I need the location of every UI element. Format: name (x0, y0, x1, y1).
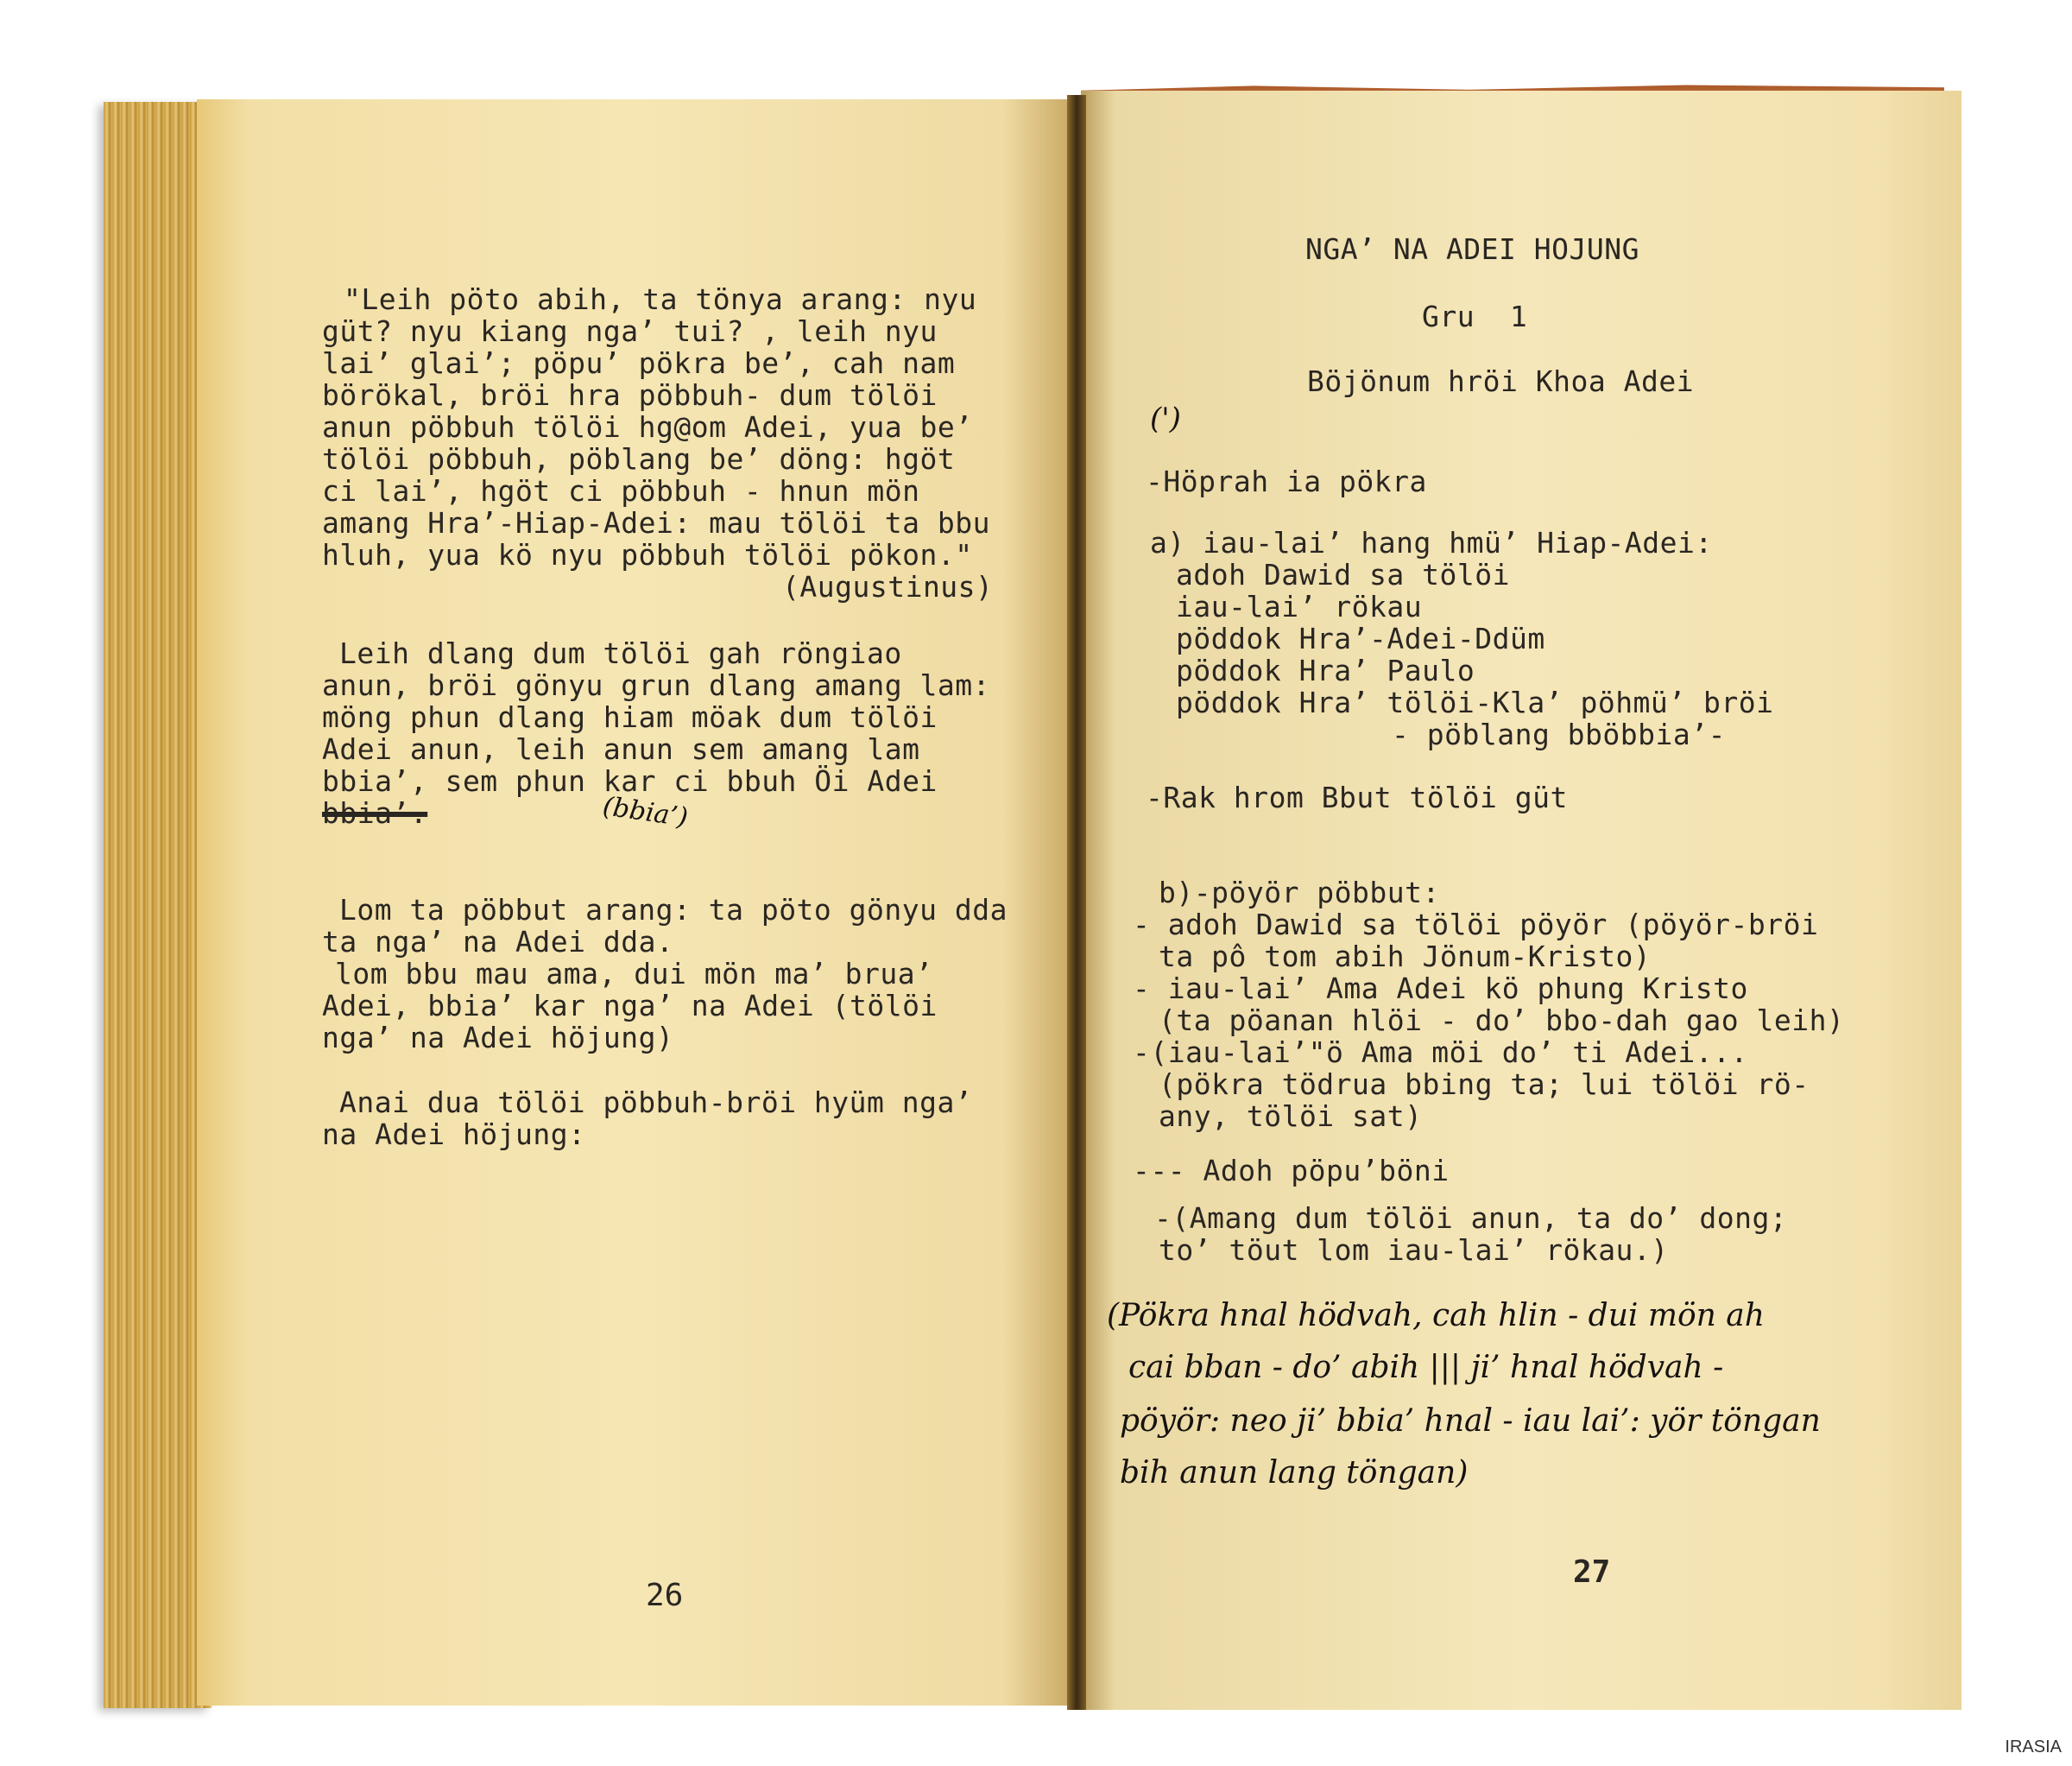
left-line: Leih dlang dum tölöi gah röngiao (339, 636, 902, 670)
right-line: --- Adoh pöpu’böni (1133, 1154, 1450, 1187)
right-line: b)-pöyör pöbbut: (1159, 876, 1440, 909)
right-line: - pöblang bböbbia’- (1392, 718, 1726, 751)
left-line: hluh, yua kö nyu pöbbuh tölöi pökon." (322, 538, 973, 572)
right-line: ta pô tom abih Jönum-Kristo) (1159, 940, 1652, 973)
left-line-struck: bbia’. (322, 796, 428, 830)
left-line: "Leih pöto abih, ta tönya arang: nyu (344, 282, 977, 316)
handwritten-note-line: (Pökra hnal hödvah, cah hlin - dui mön ah (1107, 1298, 1765, 1333)
left-line: (Augustinus) (782, 570, 994, 604)
left-line: möng phun dlang hiam möak dum tölöi (322, 700, 938, 734)
left-line: ci lai’, hgöt ci pöbbuh - hnun mön (322, 474, 920, 508)
right-line: (pökra tödrua bbing ta; lui tölöi rö- (1159, 1067, 1810, 1101)
page-edges (104, 102, 212, 1708)
right-line: - iau-lai’ Ama Adei kö phung Kristo (1133, 972, 1748, 1005)
right-line: to’ töut lom iau-lai’ rökau.) (1159, 1233, 1669, 1267)
right-line: iau-lai’ rökau (1176, 590, 1423, 623)
watermark: IRASIA (2005, 1738, 2062, 1757)
right-page (1081, 91, 1961, 1710)
left-line: lai’ glai’; pöpu’ pökra be’, cah nam (322, 346, 956, 380)
left-line: lom bbu mau ama, dui mön ma’ brua’ (335, 957, 933, 991)
left-line: güt? nyu kiang nga’ tui? , leih nyu (322, 314, 938, 348)
right-line: adoh Dawid sa tölöi (1176, 558, 1510, 592)
left-line: Lom ta pöbbut arang: ta pöto gönyu dda (339, 893, 1008, 927)
left-line: börökal, bröi hra pöbbuh- dum tölöi (322, 378, 938, 412)
page-number-left: 26 (646, 1578, 684, 1613)
left-line: anun, bröi gönyu grun dlang amang lam: (322, 668, 990, 702)
margin-mark: (') (1150, 402, 1181, 436)
left-line: Anai dua tölöi pöbbuh-bröi hyüm nga’ (339, 1086, 973, 1119)
section-title: Böjönum hröi Khoa Adei (1307, 364, 1695, 398)
left-line: Adei, bbia’ kar nga’ na Adei (tölöi (322, 989, 938, 1022)
right-line: pöddok Hra’ Paulo (1176, 654, 1475, 687)
book-spine (1067, 95, 1086, 1710)
right-line: -Rak hrom Bbut tölöi güt (1146, 781, 1568, 814)
handwritten-note-line: pöyör: neo ji’ bbia’ hnal - iau lai’: yör töngan (1120, 1403, 1821, 1439)
right-line: pöddok Hra’ tölöi-Kla’ pöhmü’ bröi (1176, 686, 1774, 719)
handwritten-note-line: cai bban - do’ abih ||| ji’ hnal hödvah - (1128, 1350, 1724, 1385)
left-line: nga’ na Adei höjung) (322, 1021, 674, 1054)
right-line: (ta pöanan hlöi - do’ bbo-dah gao leih) (1159, 1003, 1845, 1037)
left-line: Adei anun, leih anun sem amang lam (322, 732, 920, 766)
left-line: bbia’, sem phun kar ci bbuh Öi Adei (322, 764, 938, 798)
left-line: ta nga’ na Adei dda. (322, 925, 674, 959)
right-line: -(iau-lai’"ö Ama möi do’ ti Adei... (1133, 1035, 1748, 1069)
left-line: anun pöbbuh tölöi hg@om Adei, yua be’ (322, 410, 973, 444)
right-line: -Höprah ia pökra (1146, 465, 1427, 498)
right-line: - adoh Dawid sa tölöi pöyör (pöyör-bröi (1133, 908, 1819, 941)
left-line: amang Hra’-Hiap-Adei: mau tölöi ta bbu (322, 506, 990, 540)
handwritten-note-line: bih anun lang töngan) (1120, 1455, 1469, 1491)
left-line: na Adei höjung: (322, 1117, 586, 1151)
right-line: a) iau-lai’ hang hmü’ Hiap-Adei: (1150, 526, 1713, 560)
right-line: -(Amang dum tölöi anun, ta do’ dong; (1154, 1201, 1788, 1235)
chapter-label: Gru 1 (1422, 300, 1528, 333)
left-line: tölöi pöbbuh, pöblang be’ döng: hgöt (322, 442, 956, 476)
page-number-right: 27 (1573, 1554, 1611, 1590)
right-line: any, tölöi sat) (1159, 1099, 1423, 1133)
left-page (197, 99, 1073, 1706)
right-line: pöddok Hra’-Adei-Ddüm (1176, 622, 1545, 655)
left-handwritten-note: (bbia’) (601, 791, 690, 833)
page-heading: NGA’ NA ADEI HOJUNG (1305, 232, 1639, 266)
